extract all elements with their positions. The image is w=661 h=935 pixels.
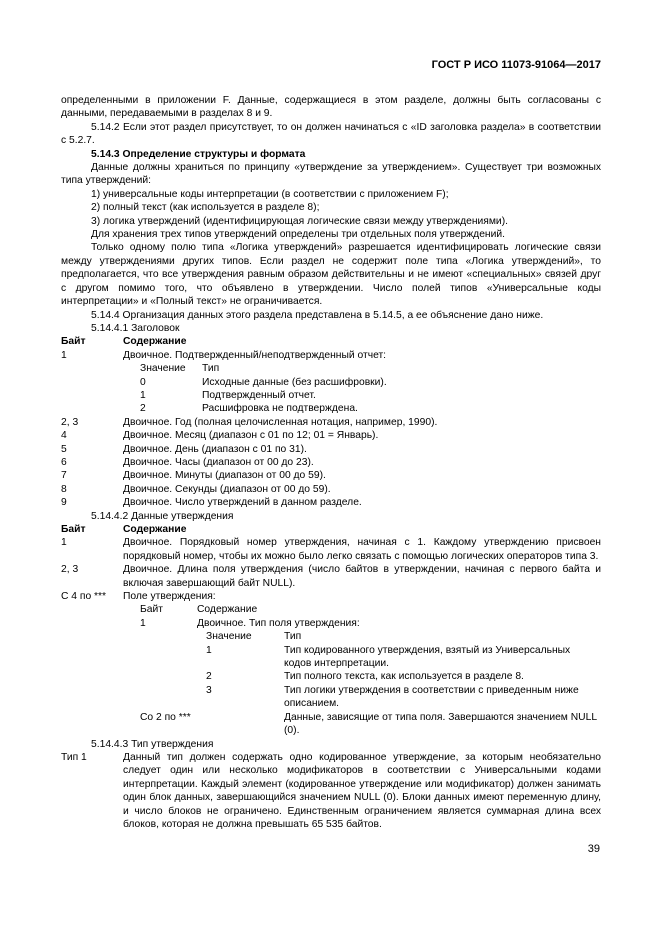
field-table: Байт Содержание 1 Двоичное. Тип поля утверждения: Значение Тип 1 Тип кодированного утверждения, взятый из Универсальных кодов интерпретации. 2 Тип полного текста, как используется в разделе 8. 3 Тип логики утверждения в соответствии с приведенным ниже описанием. Со 2 по *** Данные, зависящие от типа поля. Завершаются значением NULL (0). [61,603,601,737]
table-row: 6 Двоичное. Часы (диапазон от 00 до 23). [61,456,314,468]
paragraph-logic: Только одному полю типа «Логика утверждений» разрешается идентифицировать логические связи между утверждениями других типов. Если раздел не содержит поле типа «Логика утверждений», то предполагается, что все утверждения равным образом действительны и не имеют «специальных» связей друг с другом помимо того, что объявлено в утверждении. Число полей типов «Универсальные коды интерпретации» и «Полный текст» не ограничивается. [61,242,601,308]
document-header: ГОСТ Р ИСО 11073-91064—2017 [431,59,601,71]
paragraph-three-types: Для хранения трех типов утверждений определены три отдельных поля утверждений. [91,229,505,241]
heading-5-14-4-2: 5.14.4.2 Данные утверждения [91,510,234,522]
table-row: 4 Двоичное. Месяц (диапазон с 01 по 12; 01 = Январь). [61,430,379,442]
table-row: 9 Двоичное. Число утверждений в данном разделе. [61,497,362,509]
table-row: С 4 по *** Поле утверждения: [61,591,216,603]
confirmation-table: Значение Тип 0 Исходные данные (без расшифровки). 1 Подтвержденный отчет. 2 Расшифровка не подтверждена. [140,363,387,415]
heading-5-14-4-1: 5.14.4.1 Заголовок [91,322,180,334]
type-1-text: Данный тип должен содержать одно кодированное утверждение, за которым необязательно следует один или несколько модификаторов в соответствии с Универсальными кодами интерпретации. Каждый элемент (кодированное утверждение или модификатор) должен занимать один блок данных, завершающийся значением NULL (0). Блоки данных имеют переменную длину, и число блоков не ограничено. Единственным ограничением является суммарная длина всех блоков, которая не должна превышать 65 535 байтов. [123,751,601,830]
list-item: 3) логика утверждений (идентифицирующая логические связи между утверждениями). [91,215,508,227]
paragraph-5-14-2: 5.14.2 Если этот раздел присутствует, то он должен начинаться с «ID заголовка раздела» в соответствии с 5.2.7. [61,121,601,147]
heading-5-14-4-3: 5.14.4.3 Тип утверждения [91,738,214,750]
type-1-label: Тип 1 [61,751,87,763]
document-body [61,94,601,831]
table-row: 1 Двоичное. Подтвержденный/неподтвержденный отчет: [61,349,387,361]
table-header: Байт Содержание [61,524,187,535]
col-byte-header: Байт [61,336,86,348]
field-type-table: Значение Тип 1 Тип кодированного утверждения, взятый из Универсальных кодов интерпретации. 2 Тип полного текста, как используется в разделе 8. 3 Тип логики утверждения в соответствии с приведенным ниже описанием. [206,631,579,710]
heading-5-14-3: 5.14.3 Определение структуры и формата [91,148,306,160]
table-row: 2, 3 Двоичное. Год (полная целочисленная нотация, например, 1990). [61,416,438,428]
table-row: 8 Двоичное. Секунды (диапазон от 00 до 59). [61,483,331,495]
paragraph-5-14-4: 5.14.4 Организация данных этого раздела представлена в 5.14.5, а ее объяснение дано ниже. [91,309,544,321]
list-item: 1) универсальные коды интерпретации (в соответствии с приложением F); [91,188,449,200]
type-1-row [61,751,601,831]
table-row: 7 Двоичное. Минуты (диапазон от 00 до 59). [61,470,326,482]
paragraph-storage: Данные должны храниться по принципу «утверждение за утверждением». Существует три возможных типа утверждений: [61,162,601,187]
table-row: 1 Двоичное. Порядковый номер утверждения, начиная с 1. Каждому утверждению присвоен порядковый номер, чтобы их можно было легко связать с помощью логических операторов типа 3. [61,537,601,562]
page-number: 39 [587,843,600,855]
table-row: 2, 3 Двоичное. Длина поля утверждения (число байтов в утверждении, начиная с первого байта и включая завершающий байт NULL). [61,564,601,589]
list-item: 2) полный текст (как используется в разделе 8); [91,202,320,214]
intro-paragraph: определенными в приложении F. Данные, содержащиеся в этом разделе, должны быть согласованы с данными, передаваемыми в разделах 8 и 9. [61,95,601,120]
col-content-header: Содержание [123,336,187,348]
table-header [61,335,601,348]
table-row: 5 Двоичное. День (диапазон с 01 по 31). [61,443,307,455]
